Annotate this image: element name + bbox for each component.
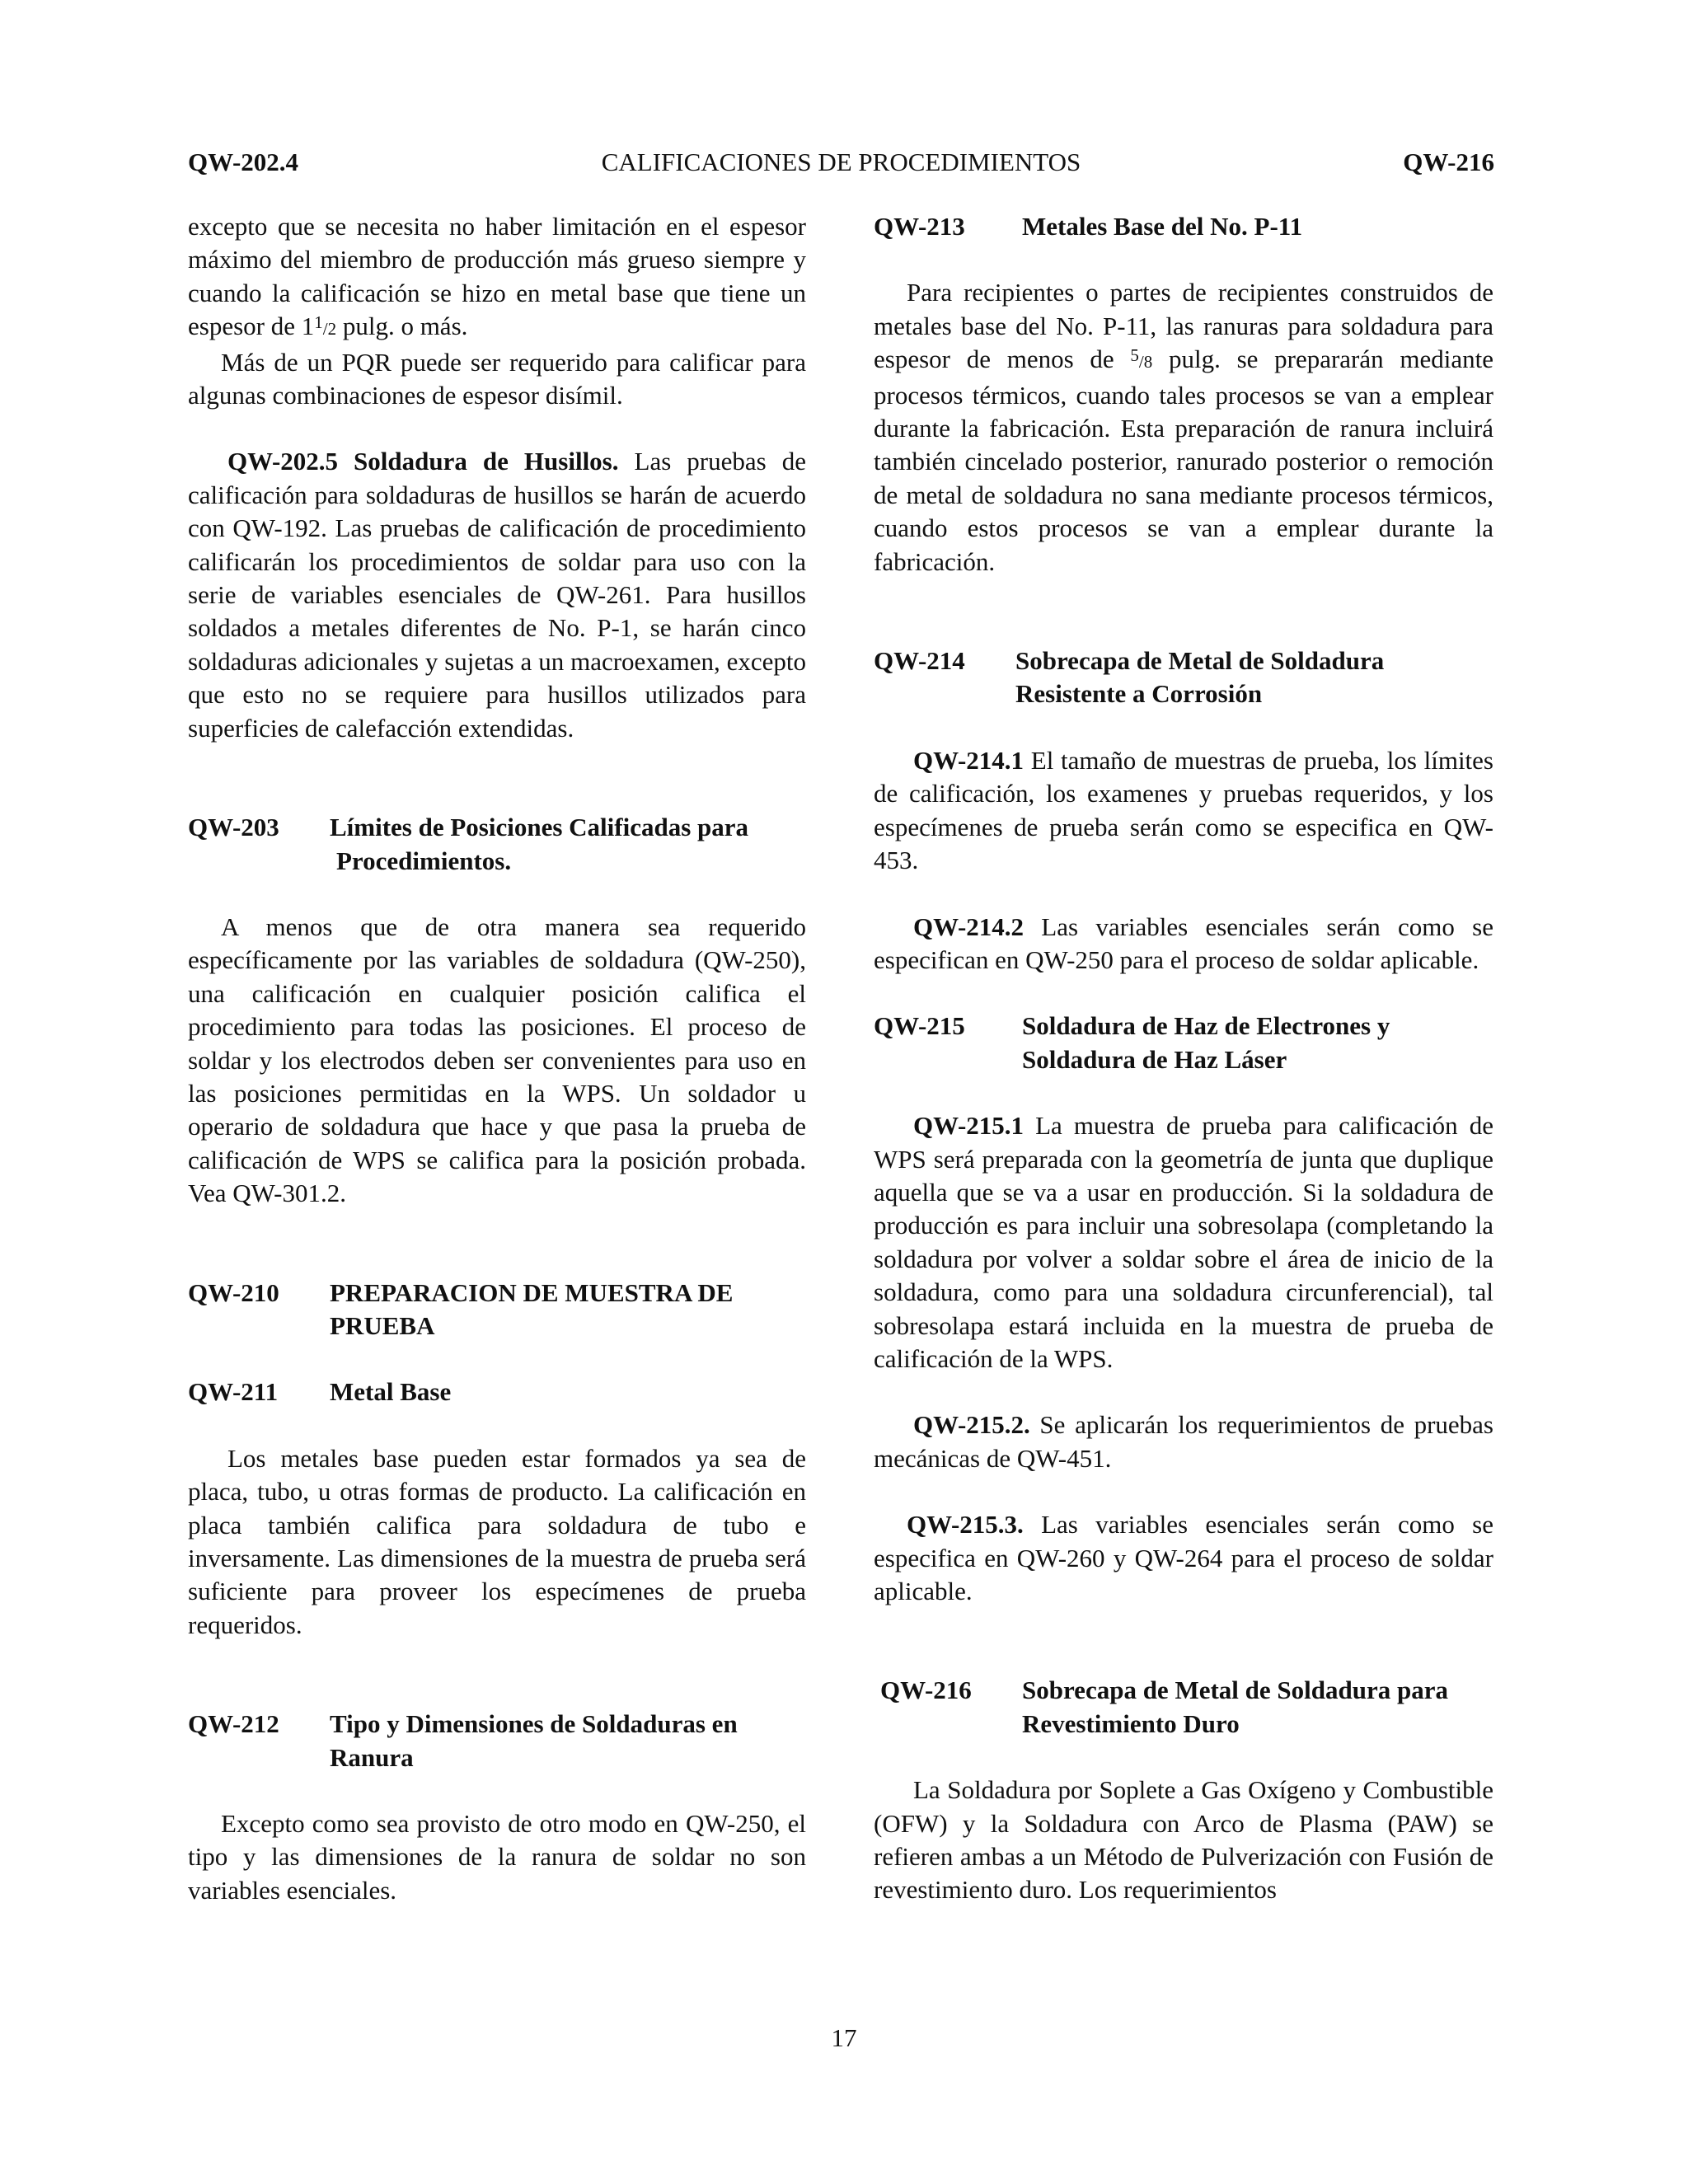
paragraph-qw-215-3: QW-215.3. Las variables esenciales serán como se especifica en QW-260 y QW-264 para el proceso de soldar aplicable. — [874, 1510, 1493, 1605]
paragraph-qw-214-1: QW-214.1 El tamaño de muestras de prueba, los límites de calificación, los examenes y pruebas requeridos, y los especímenes de prueba serán como se especifica en QW-453. — [874, 745, 1493, 875]
heading-qw-215: QW-215 Soldadura de Haz de Electrones y Soldadura de Haz Láser — [874, 1011, 1390, 1074]
left-column — [188, 210, 806, 1907]
subsection-label: QW-215.1 — [913, 1111, 1025, 1141]
paragraph-continuation: excepto que se necesita no haber limitación en el espesor máximo del miembro de producción más grueso siempre y cuando la calificación se hizo en metal base que tiene un espesor de $1^1/2$ pulg. o más. — [188, 212, 806, 341]
paragraph-pqr: Más de un PQR puede ser requerido para calificar para algunas combinaciones de espesor disímil. — [188, 347, 806, 410]
heading-qw-211: QW-211 Metal Base — [188, 1377, 452, 1407]
subsection-label: QW-214.2 — [913, 912, 1025, 941]
fraction: $^1$/2 — [314, 312, 337, 340]
heading-qw-216: QW-216 Sobrecapa de Metal de Soldadura para Revestimiento Duro — [880, 1675, 1448, 1738]
fraction: $^5$/8 — [1130, 345, 1153, 373]
paragraph-qw-216: La Soldadura por Soplete a Gas Oxígeno y Combustible (OFW) y la Soldadura con Arco de Plasma (PAW) se refieren ambas a un Método de Pulverización con Fusión de revestimiento duro. Los requerimientos — [874, 1775, 1493, 1905]
paragraph-qw-215-2: QW-215.2. Se aplicarán los requerimientos de pruebas mecánicas de QW-451. — [874, 1410, 1493, 1473]
header-section-end: QW-216 — [1403, 148, 1494, 176]
right-column — [874, 210, 1493, 1907]
paragraph-qw-215-1: QW-215.1 La muestra de prueba para calificación de WPS será preparada con la geometría de junta que duplique aquella que se va a usar en producción. Si la soldadura de producción es para incluir una sobresolapa (completando la soldadura por volver a soldar sobre el área de inicio de la soldadura, como para una soldadura circunferencial), tal sobresolapa estará incluida en la muestra de prueba de calificación de la WPS. — [874, 1111, 1493, 1373]
page-number: 17 — [831, 2023, 857, 2052]
paragraph-qw-211: Los metales base pueden estar formados ya sea de placa, tubo, u otras formas de producto. La calificación en placa también califica para soldadura de tubo e inversamente. Las dimensiones de la muestra de prueba será suficiente para proveer los especímenes de prueba requeridos. — [188, 1443, 806, 1639]
heading-qw-210: QW-210 PREPARACION DE MUESTRA DE PRUEBA — [188, 1277, 734, 1340]
paragraph-qw-213: Para recipientes o partes de recipientes construidos de metales base del No. P-11, las ranuras para soldadura para espesor de menos de $^5$/8 pulg. se prepararán mediante procesos térmicos, cuando tales procesos se van a emplear durante la fabricación. Esta preparación de ranura incluirá también cincelado posterior, ranurado posterior o remoción de metal de soldadura no sana mediante procesos térmicos, cuando estos procesos se van a emplear durante la fabricación. — [874, 278, 1493, 576]
heading-qw-212: QW-212 Tipo y Dimensiones de Soldaduras en Ranura — [188, 1709, 738, 1772]
subsection-label: QW-215.2. — [913, 1410, 1030, 1440]
header-section-start: QW-202.4 — [188, 148, 299, 176]
subsection-label: QW-202.5 Soldadura de Husillos. — [227, 447, 619, 476]
heading-qw-213: QW-213 Metales Base del No. P-11 — [874, 212, 1303, 241]
heading-qw-214: QW-214 Sobrecapa de Metal de Soldadura Resistente a Corrosión — [874, 646, 1385, 709]
page-header — [188, 144, 1494, 180]
paragraph-qw-203: A menos que de otra manera sea requerido específicamente por las variables de soldadura (QW-250), una calificación en cualquier posición califica el procedimiento para todas las posiciones. El proceso de soldar y los electrodos deben ser convenientes para uso en las posiciones permitidas en la WPS. Un soldador u operario de soldadura que hace y que pasa la prueba de calificación de WPS se califica para la posición probada. Vea QW-301.2. — [188, 912, 806, 1208]
header-title: CALIFICACIONES DE PROCEDIMIENTOS — [601, 148, 1081, 176]
subsection-label: QW-215.3. — [907, 1510, 1024, 1540]
paragraph-qw-202-5: QW-202.5 Soldadura de Husillos. Las pruebas de calificación para soldaduras de husillos se harán de acuerdo con QW-192. Las pruebas de calificación de procedimiento calificarán los procedimientos de soldar para uso con la serie de variables esenciales de QW-261. Para husillos soldados a metales diferentes de No. P-1, se harán cinco soldaduras adicionales y sujetas a un macroexamen, excepto que esto no se requiere para husillos utilizados para superficies de calefacción extendidas. — [188, 447, 806, 743]
heading-qw-203: QW-203 Límites de Posiciones Calificadas para Procedimientos. — [188, 813, 749, 875]
subsection-label: QW-214.1 — [913, 745, 1025, 775]
paragraph-qw-214-2: QW-214.2 Las variables esenciales serán como se especifican en QW-250 para el proceso de soldar aplicable. — [874, 912, 1493, 974]
paragraph-qw-212: Excepto como sea provisto de otro modo en QW-250, el tipo y las dimensiones de la ranura de soldar no son variables esenciales. — [188, 1809, 806, 1905]
